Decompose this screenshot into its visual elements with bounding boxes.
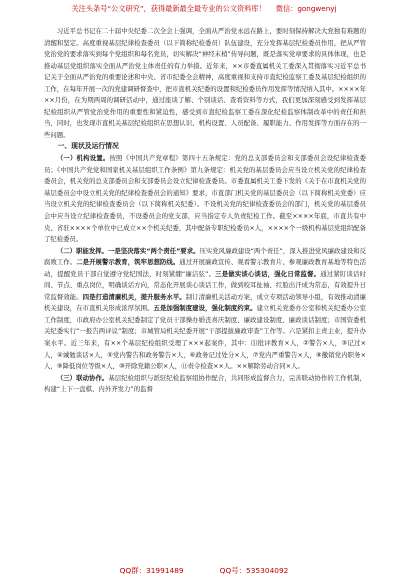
contact-footer (0, 565, 408, 577)
promo-banner (0, 4, 408, 13)
section-heading: 一、现状及运行情况 (57, 142, 119, 151)
banner-wechat-text: 微信：gongwenyj (275, 4, 337, 13)
subheading-coordination: （三）联动协作。 (56, 373, 109, 382)
function-point-3: 三是做实谈心谈话，强化日常监督。 (215, 269, 321, 278)
paragraph-coordination (44, 373, 366, 396)
function-point-2: 二是开展警示教育，筑牢思想防线。 (76, 258, 180, 267)
function-text-1: 压实党风廉政建设“两个责任”，深入推进党风廉政建设和反腐败工作。 (44, 246, 366, 267)
function-text-4: 制订清廉机关活动方案，成立专项活动领导小组，有效推动清廉机关建设，在市直机关形成浓厚氛围。 (44, 292, 367, 313)
document-body (44, 26, 366, 396)
function-point-4: 四是打造清廉机关，提升服务水平。 (82, 292, 186, 301)
function-text-5: 建立机关党委办公室和机关纪委办公室工作制度，市政府办公室机关纪委制定了党员干部操办婚丧喜庆制度、廉政建设制度、廉政谈话制度；市国资委机关纪委实行“一报告两评议”制度；市城管局机关纪委开展“干部提拔廉政审查”工作等。六是紧扣主责主业，提升办案水平。近三年来，有××个基层纪检组织受理了×××起案件，其中：⑴批评教育×人，②警告×人，③记过×人，④诫勉谈话×人，⑤党内警告和政务警告×人，⑥政务记过处分×人，⑦党内严重警告×人，⑧撤销党内职务×人，⑨降低岗位等级×人，⑩开除党籍公职×人，⑪责令检查××人。××解除劳动合同×人。 (44, 304, 367, 371)
qq-number-text: QQ号：535304092 (219, 566, 289, 575)
function-text-3: 通过紧盯谈话时间、节点、重点岗位，明确谈话方向，常态化开展谈心谈话工作，做到咬耳扯袖、红脸出汗成为常态，有效提升日常监督效能。 (44, 269, 367, 301)
paragraph-coordination-text: 基层纪检组织与派驻纪检监察组协作配合，共同形成监督合力，完善联动协作的工作机制，构建“上下一盘棋、内外齐发力”的监督 (44, 373, 367, 394)
paragraph-institution-text: 按照《中国共产党章程》第四十五条规定：党的总支部委员会和支部委员会设纪律检查委员；《中国共产党党和国家机关基层组织工作条例》第九条规定：机关党的基层委员会应当设立机关党的纪律检查委员会，机关党的总支部委员会和支部委员会设立纪律检查委员。市委直属机关工委下发的《关于在市直机关党的基层委员会中设立机关党的纪律检查委员会的通知》要求，市直部门机关党的基层委员会（以下简称机关党委）应当设立机关党的纪律检查委员会（以下简称机关纪委）。不设机关党的纪律检查委员会的部门，机关党的基层委员会中应当设立纪律检查委员，不设委员会的党支部，应当指定专人负责纪检工作。截至××××年底，市直共有中央、省驻××××个单位中已成立××个机关纪委，其中配备专职纪检委员×人，××××个一级机构基层党组织配备了纪检委员。 (44, 154, 367, 244)
function-point-5: 五是加强制度建设，强化制度约束。 (153, 304, 257, 313)
qq-group-text: QQ群：31991489 (119, 566, 184, 575)
paragraph-function (44, 246, 366, 373)
intro-paragraph: 习近平总书记在二十届中央纪委二次全会上强调，全面从严治党永远在路上，要时刻保持解决大党独有难题的清醒和坚定。高度重视基层纪律检查委员（以下简称纪检委员）队伍建设，充分发挥基层纪检委员作用，把从严管党治党的要求落实到每个党组织和每名党员，切实解决“神经末梢”传导问题，既是落实党章要求的具体体现，也是推动基层党组织落实全面从严治党主体责任的有力举措。近年来，××市委直属机关工委深入贯彻落实习近平总书记关于全面从严治党的重要论述和中央、省市纪委全会精神，高度重视和支持市直纪检监察工委及基层纪检组织的工作，在每年开展一次的党建调研督查中，把市直机关纪委的设置和纪检委员作用发挥等情况纳入其中。××××年××月份，在为期两周的调研活动中，通过座谈了解、个别谈话、查看资料等方式，我们更加深刻感受到发挥基层纪检组织从严管党治党作用的重要性和紧迫性，感受到市直纪检监察工委在深化纪检监察体制改革中的责任和担当，同时，也发现市直机关基层纪检组织在思想认识、机构设置、人员配备、履职能力、作用发挥等方面存在的一些问题。 (44, 27, 366, 139)
subheading-institution: （一）机构设置。 (56, 154, 110, 163)
function-text-2: 通过开展廉政宣传、观看警示教育片、参观廉政教育基地等特色活动，提醒党员干部自觉遵守党纪国法，时刻紧绷“廉洁弦”。 (44, 258, 367, 278)
paragraph-institution (44, 153, 366, 245)
banner-left-text: 关注头条号“公文研究”，获得最新最全最专业的公文资料库！ (71, 4, 266, 13)
subheading-function: （二）职能发挥。一是坚决落实“两个责任”要求。 (56, 246, 200, 255)
